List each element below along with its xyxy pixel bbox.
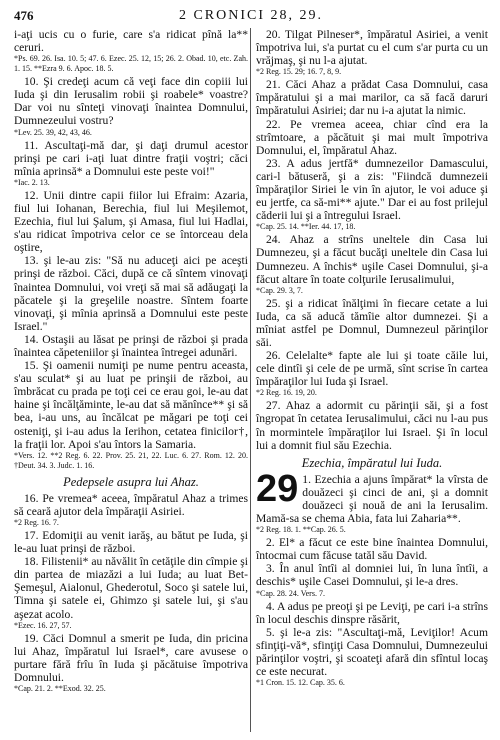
cross-reference: *Ps. 69. 26. Isa. 10. 5; 47. 6. Ezec. 25. 12, 15; 26. 2. Obad. 10, etc. Zah. 1. 15. **Ezra 9. 6. Apoc. 18. 5. (14, 54, 248, 74)
verse-continuation: i-aţi ucis cu o furie, care s'a ridicat pînă la** ceruri. (14, 28, 248, 55)
cross-reference: *Cap. 21. 2. **Exod. 32. 25. (14, 684, 106, 694)
cross-reference: *Ezec. 16. 27, 57. (14, 620, 72, 630)
cross-reference: *2 Reg. 15. 29; 16. 7, 8, 9. (256, 67, 342, 77)
cross-reference: *Cap. 29. 3, 7. (256, 285, 303, 295)
column-divider (250, 28, 251, 732)
verse: 17. Edomiţii au venit iarăş, au bătut pe Iuda, şi le-au luat prinşi de război. (14, 529, 248, 556)
verse: 4. A adus pe preoţi şi pe Leviţi, pe cari i-a strîns în locul deschis dinspre răsărit, (256, 599, 488, 626)
verse: 19. Căci Domnul a smerit pe Iuda, din pricina lui Ahaz, împăratul lui Israel*, care avusese o purtare fără frîu în Iuda şi păcătuise împotriva Domnului. (14, 631, 248, 684)
verse: 12. Unii dintre capii fiilor lui Efraim: Azaria, fiul lui Iohanan, Berechia, fiul lui Meşilemot, Ezechia, fiul lui Şalum, şi Amasa, fiul lui Hadlai, s'au ridicat împotriva celor ce se întorceau dela oştire, (14, 188, 248, 255)
cross-reference: *Vers. 12. **2 Reg. 6. 22. Prov. 25. 21, 22. Luc. 6. 27. Rom. 12. 20. †Deut. 34. 3. Judc. 1. 16. (14, 450, 248, 470)
chapter-number: 29 (256, 467, 299, 510)
verse: 26. Celelalte* fapte ale lui şi toate căile lui, cele dintîi şi cele de pe urmă, sînt scrise în cartea împăraţilor lui Iuda şi Israel. (256, 349, 488, 389)
section-heading: Pedepsele asupra lui Ahaz. (63, 474, 199, 489)
verse: 11. Ascultaţi-mă dar, şi daţi drumul acestor prinşi pe cari i-aţi luat dintre fraţii voştri; căci mînia aprinsă* a Domnului este peste voi!" (14, 138, 248, 178)
cross-reference: *1 Cron. 15. 12. Cap. 35. 6. (256, 678, 345, 688)
cross-reference: *Cap. 28. 24. Vers. 7. (256, 588, 325, 598)
right-column (256, 28, 488, 689)
cross-reference: *2 Reg. 18. 1. **Cap. 26. 5. (256, 525, 346, 535)
cross-reference: *Iac. 2. 13. (14, 177, 50, 187)
chapter-start (256, 467, 488, 526)
verse: 22. Pe vremea aceea, chiar cînd era la strîmtoare, a păcătuit şi mai mult împotriva Domnului, el, împăratul Ahaz. (256, 117, 488, 157)
cross-reference: *Lev. 25. 39, 42, 43, 46. (14, 127, 92, 137)
verse: 27. Ahaz a adormit cu părinţii săi, şi a fost îngropat în cetatea Ierusalimului, căci nu l-au pus în mormintele împăraţilor lui Israel. Şi în locul lui a domnit fiul său Ezechia. (256, 399, 488, 452)
left-column (14, 28, 248, 695)
verse-text: 1. Ezechia a ajuns împărat* la vîrsta de douăzeci şi cinci de ani, şi a domnit douăzeci şi nouă de ani la Ierusalim. Mamă-sa se chema Abia, fata lui Zaharia**. (256, 472, 488, 526)
verse: 2. El* a făcut ce este bine înaintea Domnului, întocmai cum făcuse tatăl său David. (256, 536, 488, 563)
verse: 14. Ostaşii au lăsat pe prinşi de război şi prada înaintea căpeteniilor şi înaintea întregei adunări. (14, 332, 248, 359)
page-header (14, 8, 488, 26)
verse: 3. În anul întîi al domniei lui, în luna întîi, a deschis* uşile Casei Domnului, şi le-a dres. (256, 562, 488, 589)
verse: 13. şi le-au zis: "Să nu aduceţi aici pe aceşti prinşi de război. Căci, după ce că sîntem vinovaţi înaintea Domnului, voi vreţi să mai să adăugaţi la păcatele şi la greşelile noastre. Sîntem foarte vinovaţi, şi mînia aprinsă a Domnului este peste Israel." (14, 254, 248, 333)
verse: 21. Căci Ahaz a prădat Casa Domnului, casa împăratului şi a mai marilor, ca să facă daruri împăratului Asiriei; dar nu i-a ajutat la nimic. (256, 78, 488, 118)
verse: 10. Şi credeţi acum că veţi face din copiii lui Iuda şi din Ierusalim robii şi roabele* voastre? Dar voi nu sînteţi vinovaţi înaintea Domnului, Dumnezeului vostru? (14, 75, 248, 128)
verse: 18. Filistenii* au năvălit în cetăţile din cîmpie şi din partea de miazăzi a lui Iuda; au luat Bet-Şemeşul, Aialonul, Ghederotul, Soco şi satele lui, Timna şi satele ei, Ghimzo şi satele lui, şi s'au aşezat acolo. (14, 555, 248, 621)
verse: 16. Pe vremea* aceea, împăratul Ahaz a trimes să ceară ajutor dela împăraţii Asiriei. (14, 491, 248, 518)
page-number: 476 (14, 8, 34, 23)
verse: 5. şi le-a zis: "Ascultaţi-mă, Leviţilor! Acum sfinţiţi-vă*, sfinţiţi Casa Domnului, Dumnezeului părinţilor voştri, şi scoateţi afară din sfîntul locaş ce este necurat. (256, 625, 488, 679)
verse: 24. Ahaz a strîns uneltele din Casa lui Dumnezeu, şi a făcut bucăţi uneltele din Casa lui Dumnezeu. A închis* uşile Casei Domnului, şi-a făcut altare în toate colţurile Ierusalimului, (256, 233, 488, 286)
cross-reference: *2 Reg. 16. 19, 20. (256, 388, 317, 398)
verse: 23. A adus jertfă* dumnezeilor Damascului, cari-l bătuseră, şi a zis: "Fiindcă dumnezeii împăraţilor Siriei le vin în ajutor, le voi aduce şi eu jertfe, ca să-mi** ajute." Dar ei au fost prilejul căderii lui şi a întregului Israel. (256, 156, 488, 223)
running-head: 2 CRONICI 28, 29. (178, 8, 324, 23)
verse: 15. Şi oamenii numiţi pe nume pentru aceasta, s'au sculat* şi au luat pe prinşii de război, au îmbrăcat cu prada pe toţi cei ce erau goi, le-au dat haine şi încălţăminte, le-au dat să mănînce** şi să bea, i-au uns, au încălcat pe măgari pe toţi cei osteniţi, şi i-au adus la Ierihon, cetatea finicilor†, la fraţii lor. Apoi s'au întors la Samaria. (14, 359, 248, 451)
verse: 25. şi a ridicat înălţimi în fiecare cetate a lui Iuda, ca să aducă tămîie altor dumnezei. Şi a mîniat astfel pe Domnul, Dumnezeul părinţilor săi. (256, 296, 488, 349)
section-heading: Ezechia, împăratul lui Iuda. (301, 455, 443, 470)
verse: 20. Tilgat Pilneser*, împăratul Asiriei, a venit împotriva lui, s'a purtat cu el cum s'ar purta cu un vrăjmaş, şi nu l-a ajutat. (256, 28, 488, 68)
cross-reference: *Cap. 25. 14. **Ier. 44. 17, 18. (256, 222, 356, 232)
cross-reference: *2 Reg. 16. 7. (14, 518, 59, 527)
